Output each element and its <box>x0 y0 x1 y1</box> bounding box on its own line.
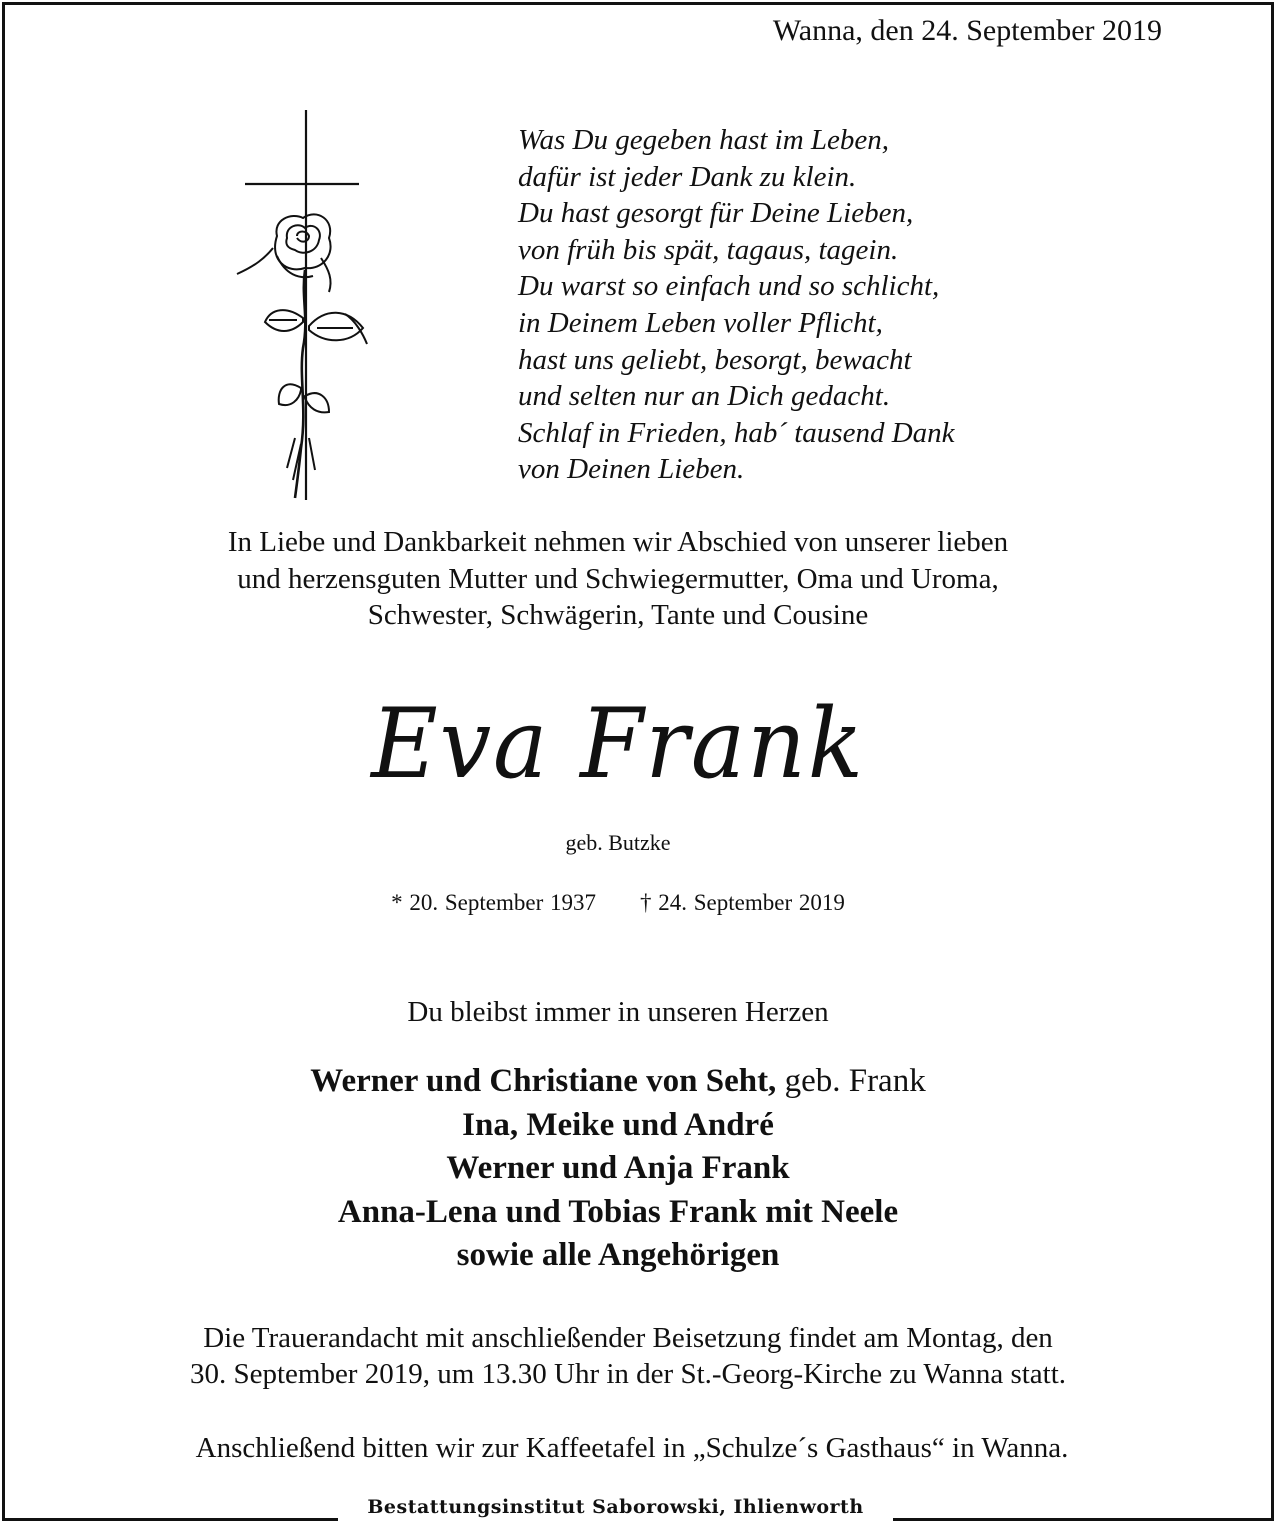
mourners-names: Werner und Anja Frank <box>446 1150 790 1186</box>
poem-line: und selten nur an Dich gedacht. <box>518 380 891 413</box>
poem-line: Du hast gesorgt für Deine Lieben, <box>518 197 914 230</box>
maiden-name: geb. Butzke <box>565 830 671 855</box>
poem-line: hast uns geliebt, besorgt, bewacht <box>518 343 912 376</box>
death-date: † 24. September 2019 <box>640 890 845 915</box>
mourners-maiden: geb. Frank <box>776 1063 926 1099</box>
poem <box>518 122 955 488</box>
date-line: Wanna, den 24. September 2019 <box>772 14 1162 47</box>
poem-line: Schlaf in Frieden, hab´ tausend Dank <box>518 416 955 449</box>
intro-line: und herzensguten Mutter und Schwiegermutter, Oma und Uroma, <box>237 562 999 595</box>
service-line: 30. September 2019, um 13.30 Uhr in der St.-Georg-Kirche zu Wanna statt. <box>189 1358 1067 1390</box>
poem-line: Was Du gegeben hast im Leben, <box>518 124 890 156</box>
mourners-line <box>0 1060 1236 1104</box>
funeral-home-credit: Bestattungsinstitut Saborowski, Ihlienworth <box>338 1496 893 1526</box>
mourners-names: Werner und Christiane von Seht, <box>310 1063 777 1099</box>
service-line: Die Trauerandacht mit anschließender Beisetzung findet am Montag, den <box>203 1322 1053 1354</box>
poem-line: dafür ist jeder Dank zu klein. <box>518 160 857 193</box>
mourners-line <box>0 1104 1236 1148</box>
intro-line: In Liebe und Dankbarkeit nehmen wir Abschied von unserer lieben <box>227 526 1009 558</box>
deceased-name: Eva Frank <box>371 688 865 800</box>
mourners-names: Ina, Meike und André <box>462 1106 774 1143</box>
poem-line: in Deinem Leben voller Pflicht, <box>518 306 883 339</box>
mourners-list <box>0 1060 1236 1278</box>
intro-line: Schwester, Schwägerin, Tante und Cousine <box>367 599 869 631</box>
life-dates <box>0 890 1236 916</box>
cross-with-rose-icon <box>225 108 385 503</box>
coffee-invitation: Anschließend bitten wir zur Kaffeetafel in „Schulze´s Gasthaus“ in Wanna. <box>195 1432 1069 1464</box>
farewell-intro <box>0 524 1236 634</box>
mourners-names: sowie alle Angehörigen <box>456 1237 780 1273</box>
motto: Du bleibst immer in unseren Herzen <box>407 996 829 1028</box>
mourners-line <box>0 1191 1236 1235</box>
poem-line: Du warst so einfach und so schlicht, <box>518 270 940 303</box>
service-info <box>0 1320 1256 1392</box>
poem-line: von früh bis spät, tagaus, tagein. <box>518 233 899 266</box>
birth-date: * 20. September 1937 <box>391 890 596 915</box>
mourners-line <box>0 1234 1236 1278</box>
mourners-line <box>0 1147 1236 1191</box>
poem-line: von Deinen Lieben. <box>518 453 745 486</box>
mourners-names: Anna-Lena und Tobias Frank mit Neele <box>337 1193 899 1230</box>
